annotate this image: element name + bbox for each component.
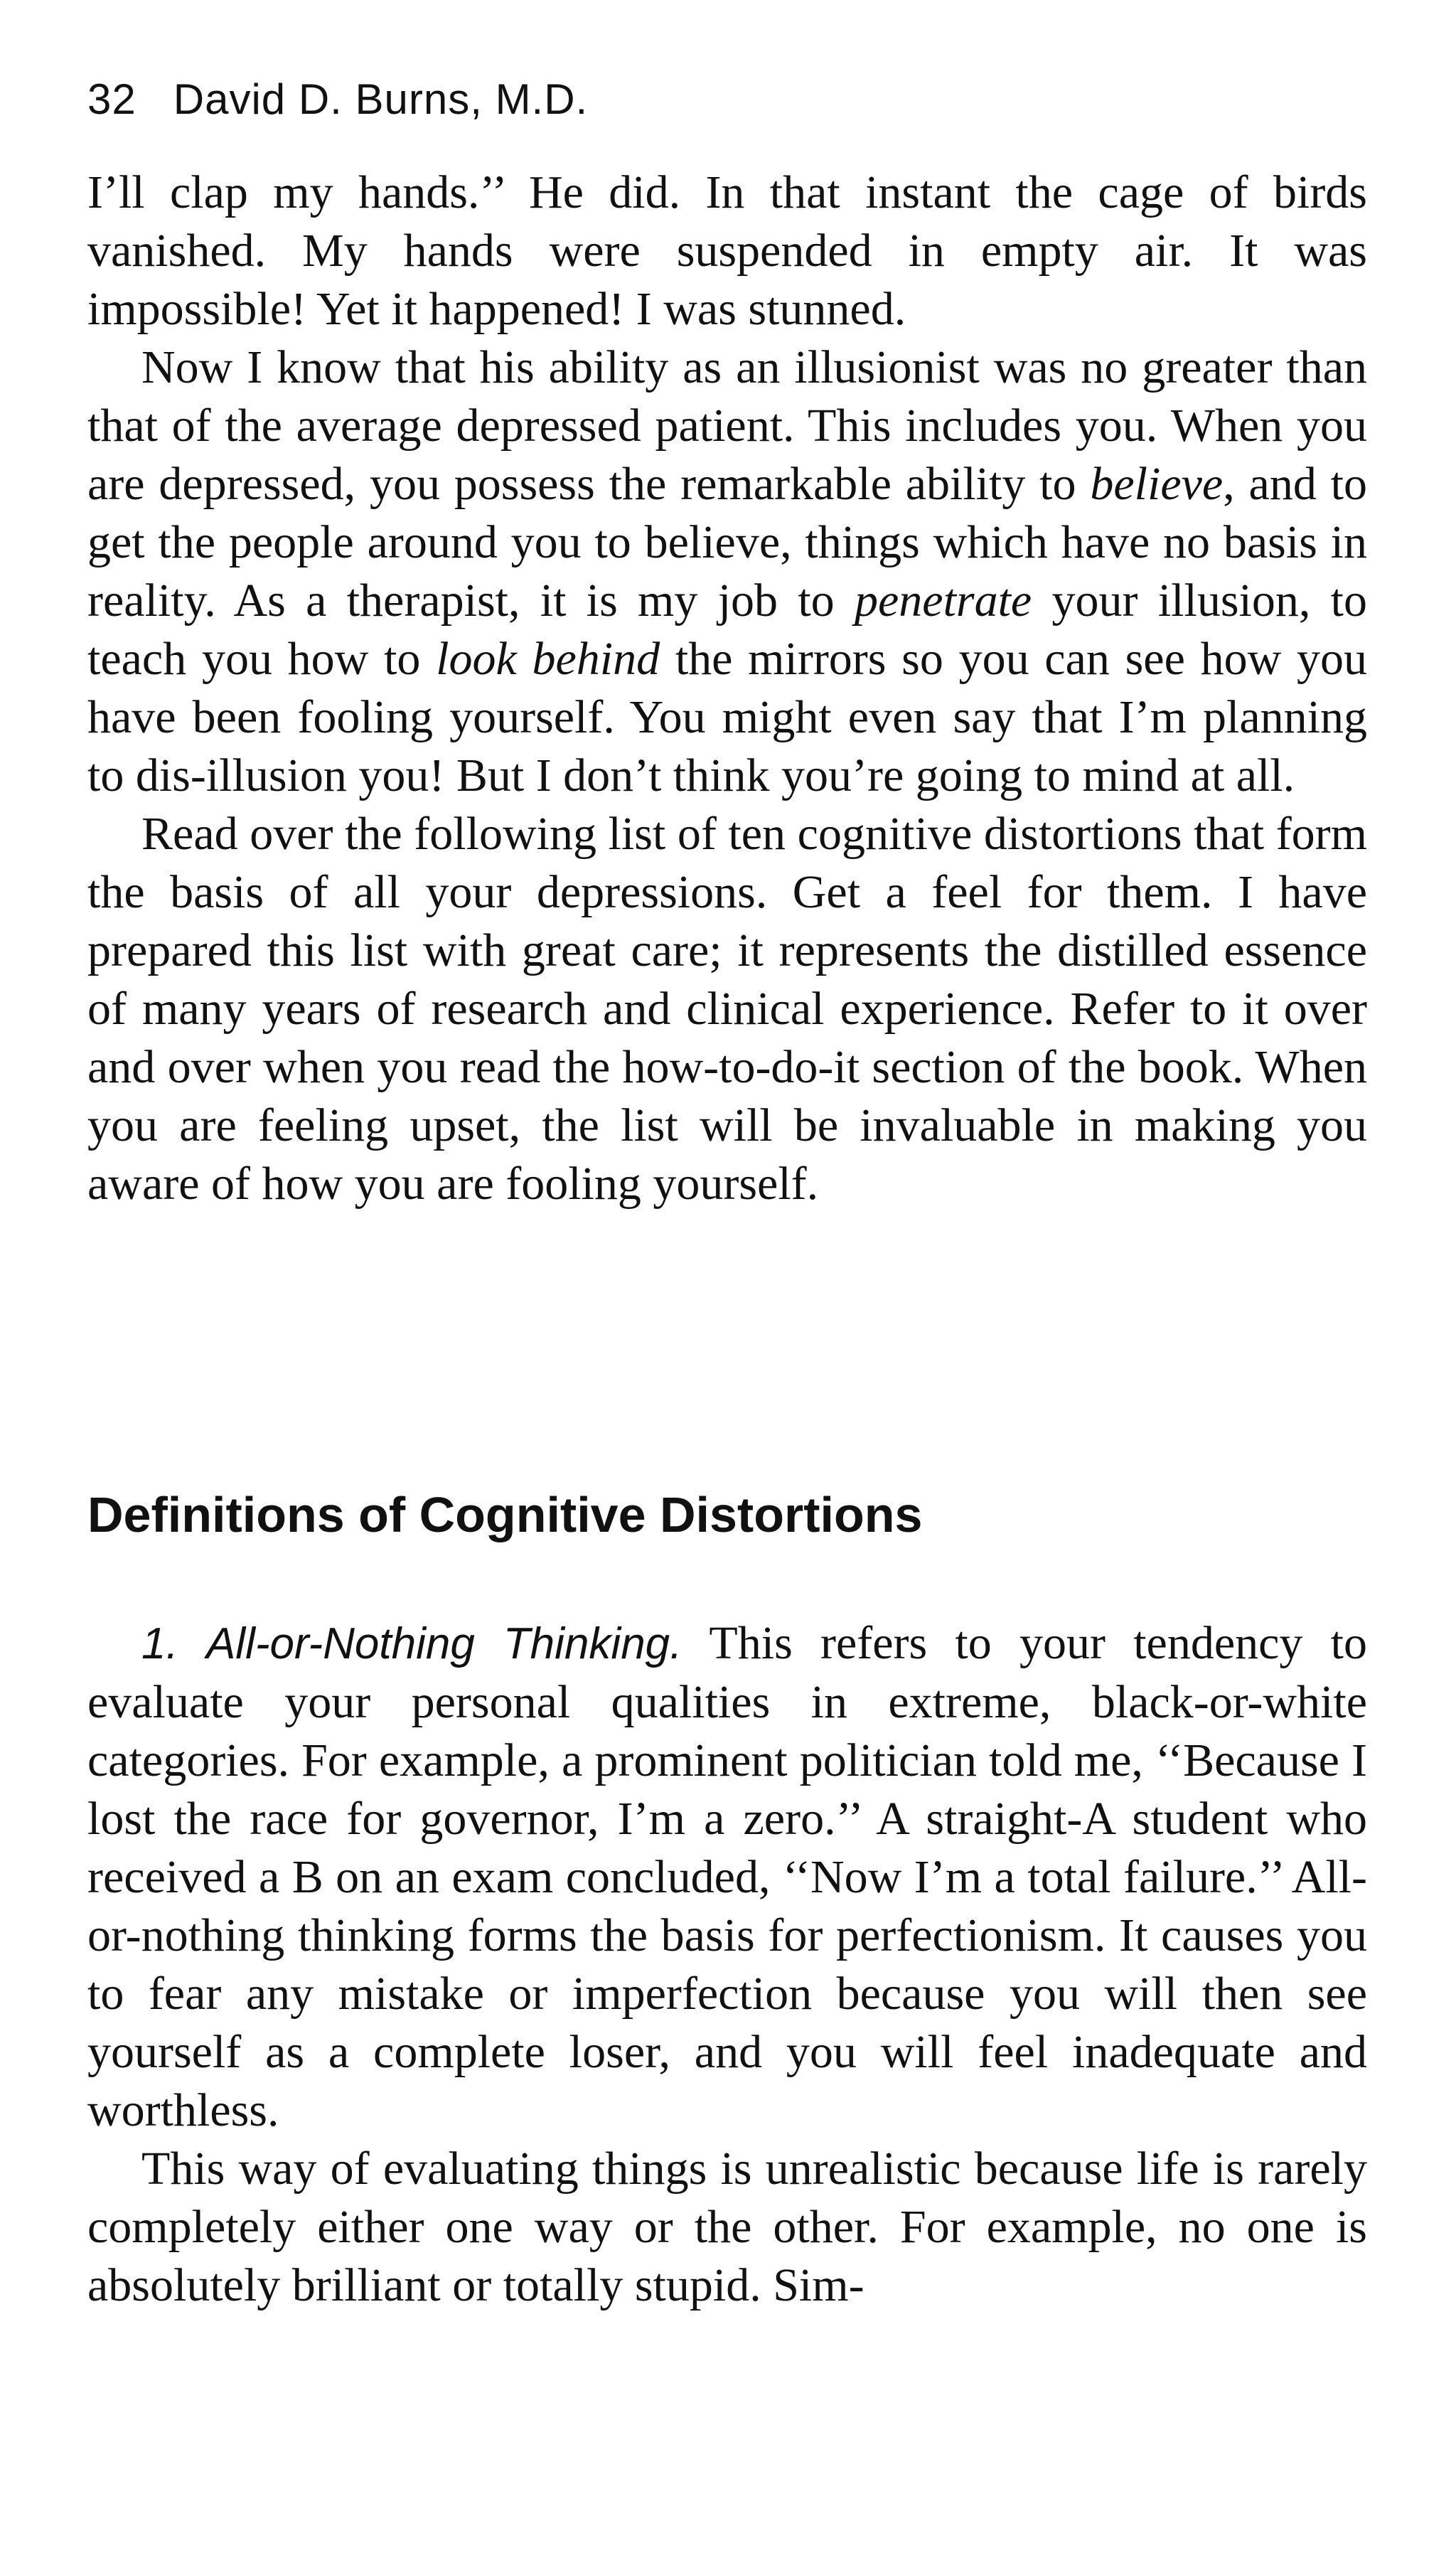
definition-text: This refers to your tendency to evaluate your personal qualities in extreme, black-or-white categories. For example, a prominent politician told me, ‘‘Because I lost the race for governor, I’m a zero.’’ A straight-A student who received a B on an exam concluded, ‘‘Now I’m a total failure.’’ All-or-nothing thinking forms the basis for perfectionism. It causes you to fear any mistake or imperfection because you will then see yourself as a complete loser, and you will feel inadequate and worthless. [87, 1617, 1367, 2136]
body-text-top [87, 164, 1367, 1213]
definition-term: All-or-Nothing Thinking. [205, 1619, 682, 1668]
emphasis-believe: believe [1090, 458, 1224, 510]
section-heading: Definitions of Cognitive Distortions [87, 1487, 923, 1542]
author-name: David D. Burns, M.D. [173, 75, 589, 123]
paragraph-continuation-bottom: This way of evaluating things is unrealistic because life is rarely completely either one way or the other. For example, no one is absolutely brilliant or totally stupid. Sim- [87, 2143, 1367, 2311]
text-segment: Now I know that his ability as an illusionist was no greater than that of the average depressed patient. This includes you. When you are depressed, you possess the remarkable ability to [87, 341, 1367, 510]
text-segment: , and to get the people around you to believe, things which have no basis in reality. As a therapist, it is my job to [87, 458, 1367, 627]
emphasis-penetrate: penetrate [854, 575, 1032, 627]
text-segment: the mirrors so you can see how you have been fooling yourself. You might even say that I’m planning to dis-illusion you! But I don’t think you’re going to mind at all. [87, 633, 1367, 801]
body-text-definitions [87, 1614, 1367, 2315]
text-segment: your illusion, to teach you how to [87, 575, 1367, 685]
emphasis-look-behind: look behind [436, 633, 660, 685]
page-number: 32 [87, 75, 136, 123]
running-head [87, 75, 588, 124]
paragraph-distortions-list-intro: Read over the following list of ten cognitive distortions that form the basis of all your depressions. Get a feel for them. I have prepared this list with great care; it represents the distilled essence of many years of research and clinical experience. Refer to it over and over when you read the how-to-do-it section of the book. When you are feeling upset, the list will be invaluable in making you aware of how you are fooling yourself. [87, 808, 1367, 1210]
paragraph-illusion [87, 339, 1367, 805]
paragraph-continuation: I’ll clap my hands.’’ He did. In that instant the cage of birds vanished. My hands were suspended in empty air. It was impossible! Yet it happened! I was stunned. [87, 166, 1367, 335]
definition-item [87, 1614, 1367, 2140]
definition-number: 1. [141, 1619, 178, 1668]
